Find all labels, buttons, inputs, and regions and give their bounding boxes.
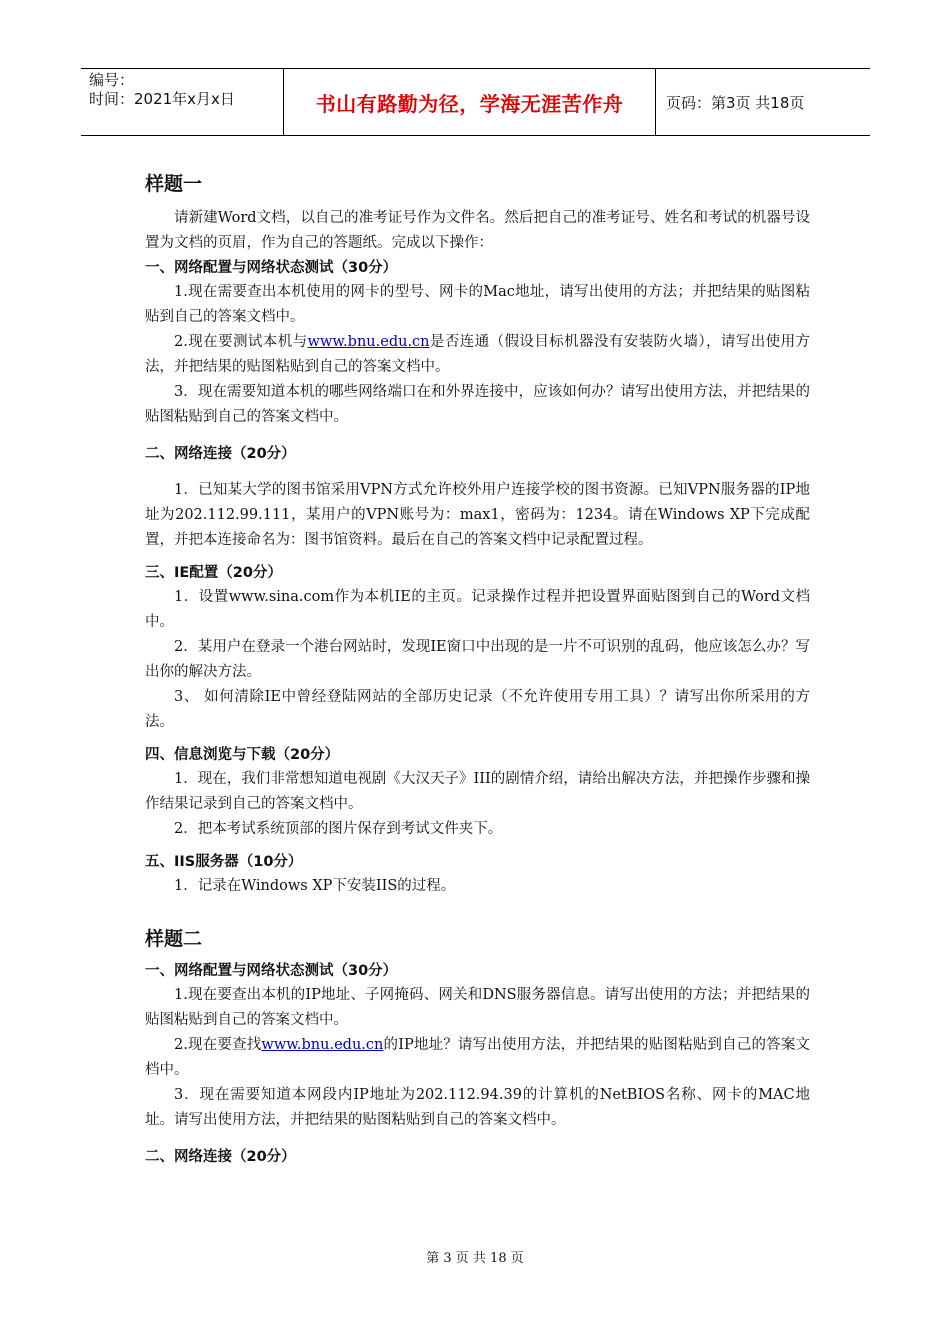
time-line: 时间：2021年x月x日 <box>89 90 235 108</box>
bnu-link-2[interactable]: www.bnu.edu.cn <box>261 1037 384 1053</box>
s1-sec4-title: 四、信息浏览与下载（20分） <box>145 747 340 763</box>
header-left-cell <box>81 69 283 135</box>
bnu-link[interactable]: www.bnu.edu.cn <box>307 334 430 350</box>
s1-sec5-q1: 1．记录在Windows XP下安装IIS的过程。 <box>174 878 456 894</box>
s1-sec1-q3: 3．现在需要知道本机的哪些网络端口在和外界连接中，应该如何办？请写出使用方法，并把结果的贴图粘贴到自己的答案文档中。 <box>145 384 810 425</box>
motto: 书山有路勤为径，学海无涯苦作舟 <box>315 91 624 116</box>
header-page-cell <box>656 69 870 135</box>
s2-sec1-q1: 1.现在要查出本机的IP地址、子网掩码、网关和DNS服务器信息。请写出使用的方法；并把结果的贴图粘贴到自己的答案文档中。 <box>145 987 810 1028</box>
s2-sec1-q2: 2.现在要查找www.bnu.edu.cn的IP地址？请写出使用方法，并把结果的贴图粘贴到自己的答案文档中。 <box>145 1037 810 1078</box>
s2-sec1-title: 一、网络配置与网络状态测试（30分） <box>145 963 398 979</box>
s1-sec5-title: 五、IIS服务器（10分） <box>145 854 303 870</box>
s1-sec4-q2: 2．把本考试系统顶部的图片保存到考试文件夹下。 <box>174 821 503 837</box>
s2-sec1-q3: 3．现在需要知道本网段内IP地址为202.112.94.39的计算机的NetBIOS名称、网卡的MAC地址。请写出使用方法，并把结果的贴图粘贴到自己的答案文档中。 <box>145 1087 810 1128</box>
number-label: 编号： <box>89 71 135 89</box>
s1-sec3-q1: 1．设置www.sina.com作为本机IE的主页。记录操作过程并把设置界面贴图到自己的Word文档中。 <box>145 589 810 630</box>
s1-sec3-title: 三、IE配置（20分） <box>145 565 282 581</box>
page-info: 页码：第3页 共18页 <box>666 93 805 112</box>
s1-sec3-q3: 3、 如何清除IE中曾经登陆网站的全部历史记录（不允许使用专用工具）？请写出你所采用的方法。 <box>145 689 810 730</box>
s1-sec4-q1: 1．现在，我们非常想知道电视剧《大汉天子》III的剧情介绍，请给出解决方法，并把操作步骤和操作结果记录到自己的答案文档中。 <box>145 771 810 812</box>
s1-sec1-q2: 2.现在要测试本机与www.bnu.edu.cn是否连通（假设目标机器没有安装防火墙），请写出使用方法，并把结果的贴图粘贴到自己的答案文档中。 <box>145 334 810 375</box>
page-footer: 第 3 页 共 18 页 <box>426 1251 524 1266</box>
s1-sec1-title: 一、网络配置与网络状态测试（30分） <box>145 260 398 276</box>
s1-sec2-title: 二、网络连接（20分） <box>145 446 296 462</box>
s1-sec3-q2: 2．某用户在登录一个港台网站时，发现IE窗口中出现的是一片不可识别的乱码，他应该怎么办？写出你的解决方法。 <box>145 639 810 680</box>
document-body <box>145 170 810 1169</box>
sample1-title: 样题一 <box>145 173 203 195</box>
page-header <box>81 68 870 136</box>
s1-sec1-q1: 1.现在需要查出本机使用的网卡的型号、网卡的Mac地址，请写出使用的方法；并把结果的贴图粘贴到自己的答案文档中。 <box>145 284 810 325</box>
sample1-intro: 请新建Word文档，以自己的准考证号作为文件名。然后把自己的准考证号、姓名和考试的机器号设置为文档的页眉，作为自己的答题纸。完成以下操作： <box>145 210 810 251</box>
s2-sec2-title: 二、网络连接（20分） <box>145 1149 296 1165</box>
header-motto-cell <box>283 69 656 135</box>
s1-sec2-q1: 1．已知某大学的图书馆采用VPN方式允许校外用户连接学校的图书资源。已知VPN服务器的IP地址为202.112.99.111，某用户的VPN账号为：max1，密码为：1234。请在Windows XP下完成配置，并把本连接命名为：图书馆资料。最后在自己的答案文档中记录配置过程。 <box>145 482 810 548</box>
sample2-title: 样题二 <box>145 928 203 950</box>
